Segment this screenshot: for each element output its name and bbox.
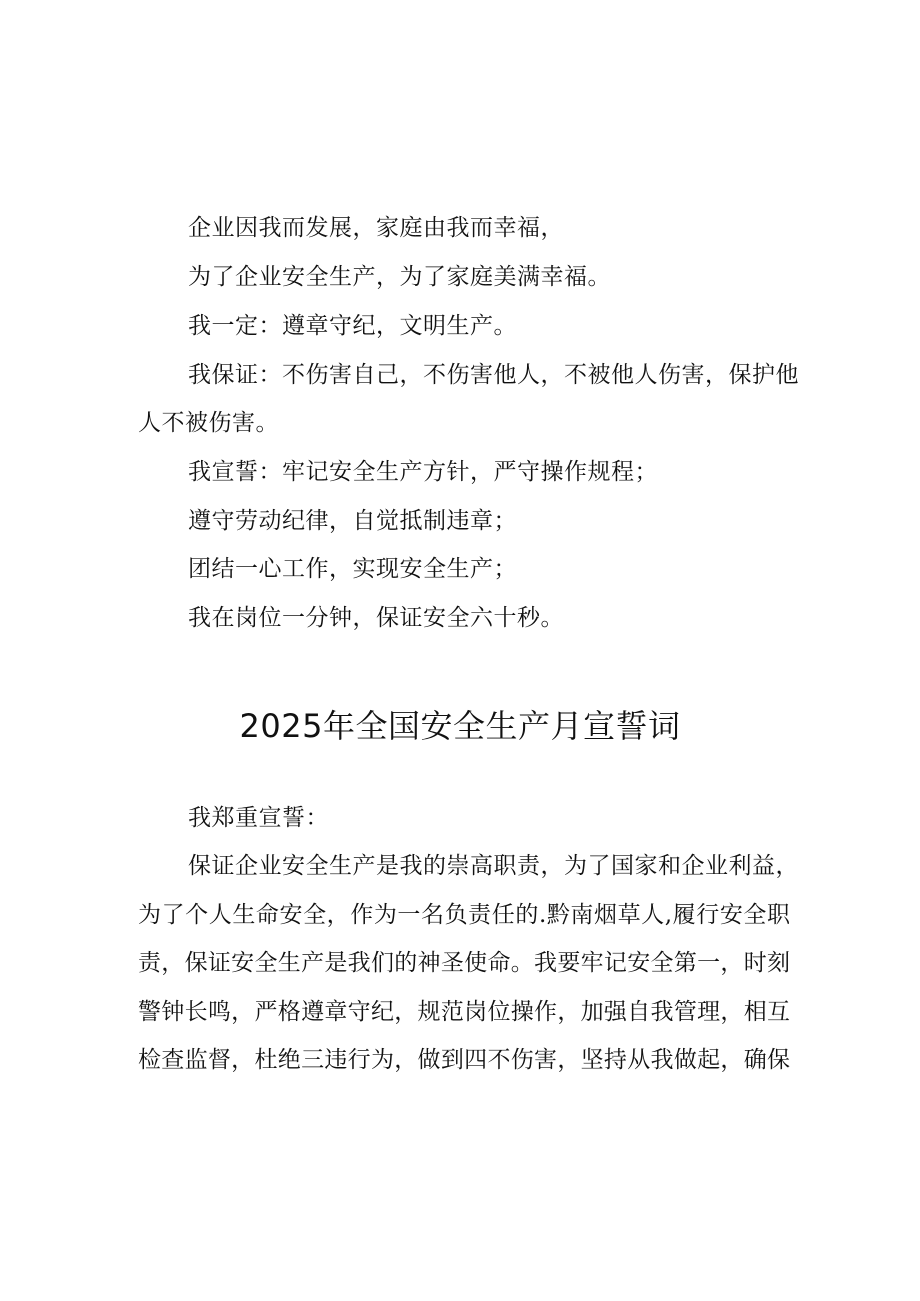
- section-title: 2025年全国安全生产月宣誓词: [239, 707, 681, 745]
- oath-line-8: 团结一心工作，实现安全生产；: [188, 556, 517, 582]
- paragraph-line-5: 检查监督，杜绝三违行为，做到四不伤害，坚持从我做起，确保: [138, 1047, 790, 1073]
- oath-line-2: 为了企业安全生产，为了家庭美满幸福。: [188, 264, 611, 290]
- pledge-intro: 我郑重宣誓：: [188, 805, 329, 831]
- paragraph-line-2: 为了个人生命安全，作为一名负责任的.黔南烟草人,履行安全职: [138, 902, 790, 928]
- oath-line-6: 我宣誓：牢记安全生产方针，严守操作规程；: [188, 459, 658, 485]
- oath-line-1: 企业因我而发展，家庭由我而幸福，: [188, 215, 564, 241]
- oath-line-3: 我一定：遵章守纪，文明生产。: [188, 313, 517, 339]
- oath-line-9: 我在岗位一分钟，保证安全六十秒。: [188, 605, 564, 631]
- paragraph-line-1: 保证企业安全生产是我的崇高职责，为了国家和企业利益，: [188, 853, 799, 879]
- oath-line-4: 我保证：不伤害自己，不伤害他人，不被他人伤害，保护他: [188, 362, 799, 388]
- paragraph-line-4: 警钟长鸣，严格遵章守纪，规范岗位操作，加强自我管理，相互: [138, 999, 790, 1025]
- paragraph-line-3: 责，保证安全生产是我们的神圣使命。我要牢记安全第一，时刻: [138, 950, 790, 976]
- oath-line-7: 遵守劳动纪律，自觉抵制违章；: [188, 508, 517, 534]
- oath-line-5: 人不被伤害。: [138, 410, 279, 436]
